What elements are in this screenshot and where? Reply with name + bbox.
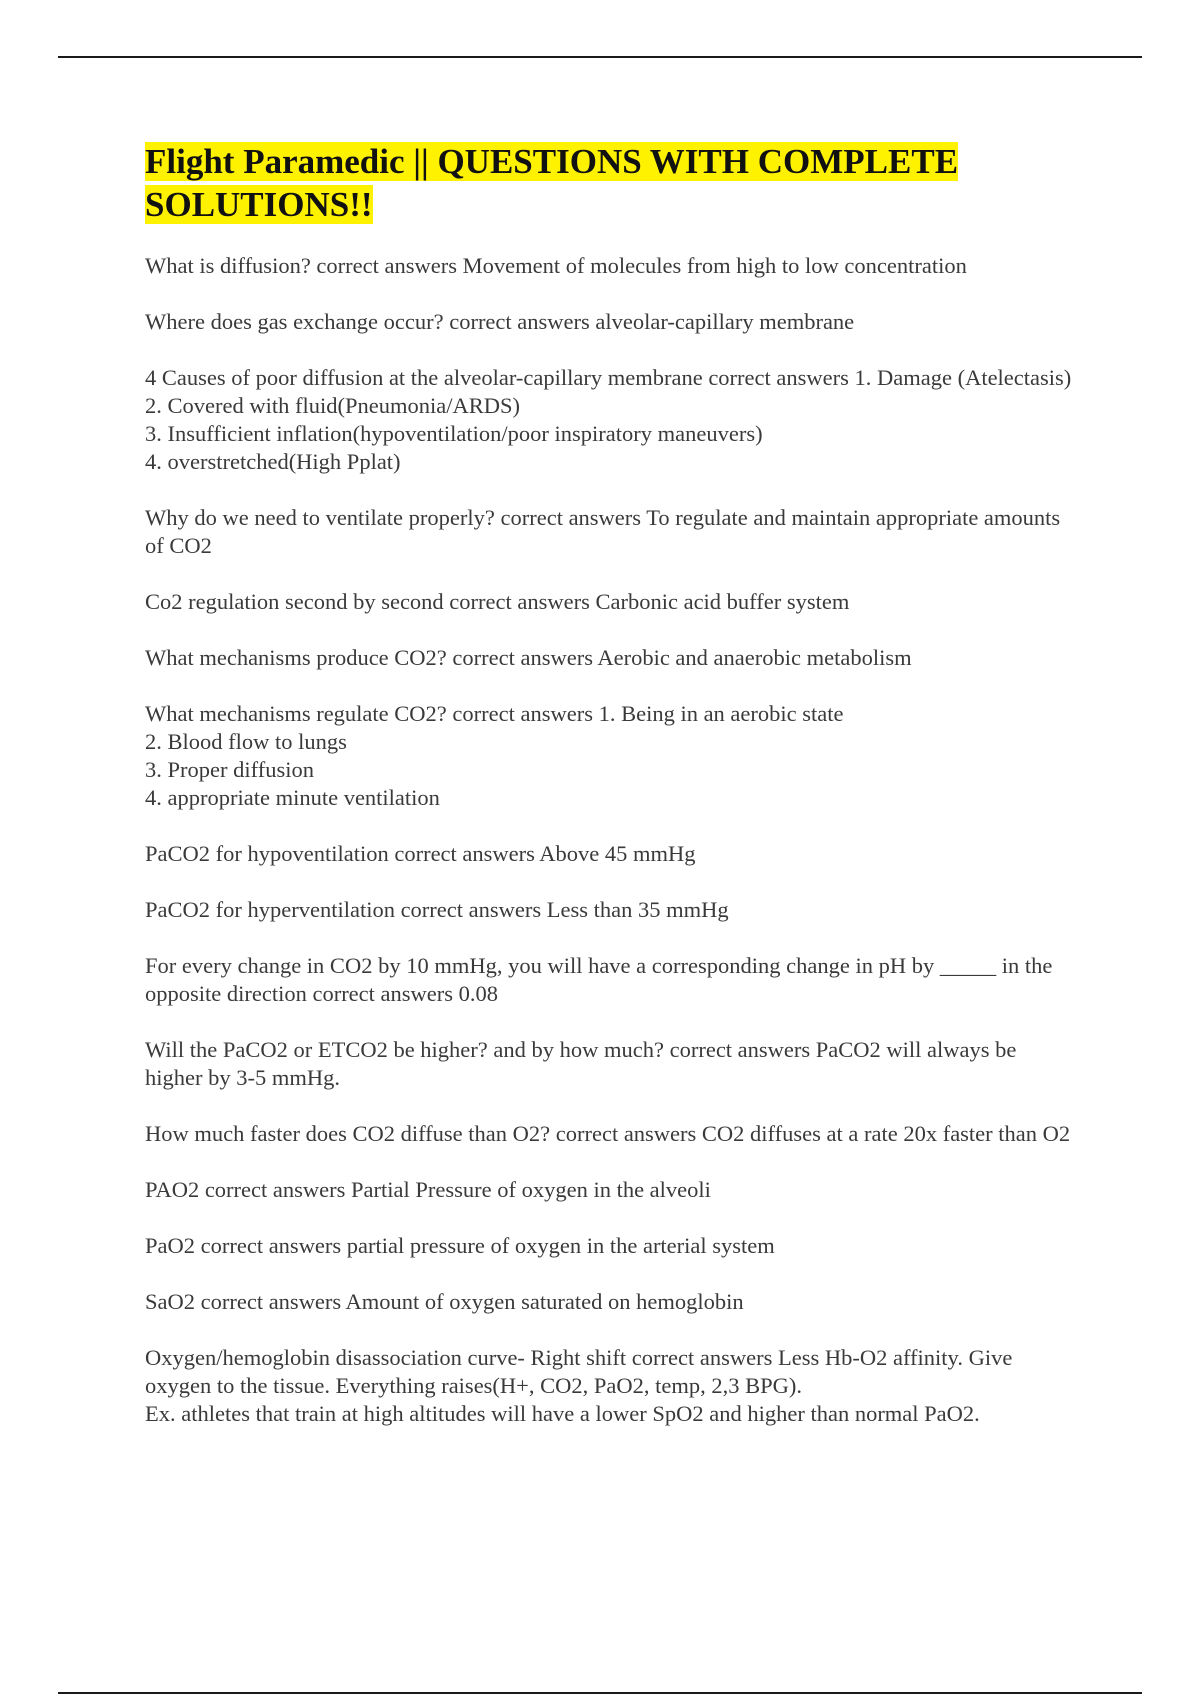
qa-entry — [145, 840, 1075, 868]
qa-entry — [145, 308, 1075, 336]
document-title — [145, 140, 1075, 226]
bottom-divider — [58, 1692, 1142, 1694]
qa-entry — [145, 588, 1075, 616]
qa-line: Co2 regulation second by second correct answers Carbonic acid buffer system — [145, 589, 850, 614]
qa-line: 4. overstretched(High Pplat) — [145, 449, 401, 474]
qa-entry — [145, 1232, 1075, 1260]
qa-line: Why do we need to ventilate properly? correct answers To regulate and maintain appropriate amounts of CO2 — [145, 505, 1061, 558]
qa-line: Ex. athletes that train at high altitudes will have a lower SpO2 and higher than normal PaO2. — [145, 1401, 980, 1426]
qa-line: Where does gas exchange occur? correct answers alveolar-capillary membrane — [145, 309, 855, 334]
qa-line: What mechanisms produce CO2? correct answers Aerobic and anaerobic metabolism — [145, 645, 912, 670]
qa-list — [145, 252, 1075, 1428]
qa-entry — [145, 252, 1075, 280]
qa-line: What mechanisms regulate CO2? correct answers 1. Being in an aerobic state — [145, 701, 844, 726]
qa-entry — [145, 1288, 1075, 1316]
qa-entry — [145, 1036, 1075, 1092]
document-body — [145, 140, 1075, 1456]
qa-entry — [145, 1344, 1075, 1428]
qa-line: PaO2 correct answers partial pressure of oxygen in the arterial system — [145, 1233, 775, 1258]
document-title-text: Flight Paramedic || QUESTIONS WITH COMPLETE SOLUTIONS!! — [145, 142, 959, 224]
qa-line: 3. Insufficient inflation(hypoventilation/poor inspiratory maneuvers) — [145, 421, 763, 446]
qa-line: What is diffusion? correct answers Movement of molecules from high to low concentration — [145, 253, 967, 278]
qa-line: How much faster does CO2 diffuse than O2? correct answers CO2 diffuses at a rate 20x faster than O2 — [145, 1121, 1071, 1146]
qa-line: 4 Causes of poor diffusion at the alveolar-capillary membrane correct answers 1. Damage (Atelectasis) — [145, 365, 1072, 390]
qa-line: 4. appropriate minute ventilation — [145, 785, 440, 810]
qa-line: 3. Proper diffusion — [145, 757, 314, 782]
top-divider — [58, 56, 1142, 58]
qa-entry — [145, 644, 1075, 672]
qa-line: For every change in CO2 by 10 mmHg, you will have a corresponding change in pH by _____ in the opposite direction correct answers 0.08 — [145, 953, 1053, 1006]
qa-line: 2. Blood flow to lungs — [145, 729, 347, 754]
qa-entry — [145, 504, 1075, 560]
qa-entry — [145, 364, 1075, 476]
qa-line: Will the PaCO2 or ETCO2 be higher? and by how much? correct answers PaCO2 will always be higher by 3-5 mmHg. — [145, 1037, 1017, 1090]
qa-line: PaCO2 for hypoventilation correct answers Above 45 mmHg — [145, 841, 696, 866]
qa-entry — [145, 896, 1075, 924]
qa-line: SaO2 correct answers Amount of oxygen saturated on hemoglobin — [145, 1289, 744, 1314]
qa-entry — [145, 952, 1075, 1008]
qa-line: PAO2 correct answers Partial Pressure of oxygen in the alveoli — [145, 1177, 711, 1202]
qa-line: 2. Covered with fluid(Pneumonia/ARDS) — [145, 393, 520, 418]
qa-entry — [145, 1176, 1075, 1204]
qa-entry — [145, 1120, 1075, 1148]
qa-entry — [145, 700, 1075, 812]
qa-line: PaCO2 for hyperventilation correct answers Less than 35 mmHg — [145, 897, 729, 922]
qa-line: Oxygen/hemoglobin disassociation curve- Right shift correct answers Less Hb-O2 affinity. Give oxygen to the tissue. Everything raises(H+, CO2, PaO2, temp, 2,3 BPG). — [145, 1345, 1013, 1398]
